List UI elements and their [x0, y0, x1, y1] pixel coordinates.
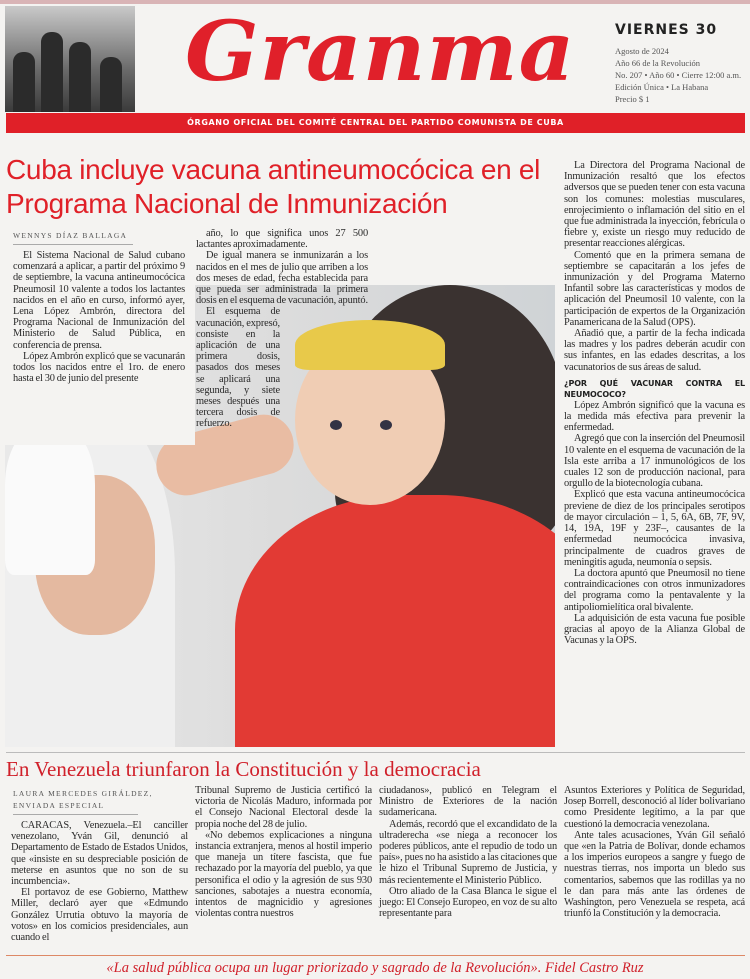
paragraph: Comentó que en la primera semana de septiembre se capacitarán a los jefes de inmunización y del Programa Materno Infantil sobre las características y modos de aplicación del Pneumosil 10 valente, con la participación de expertos de la Organización Panamericana de la Salud (OPS).: [564, 249, 745, 328]
paragraph: Tribunal Supremo de Justicia certificó la victoria de Nicolás Maduro, informada por el Consejo Nacional Electoral desde la propia noche del 28 de julio.: [195, 785, 372, 830]
paragraph: López Ambrón significó que la vacuna es la medida más efectiva para prevenir la enfermedad.: [564, 399, 745, 434]
lead-headline[interactable]: Cuba incluye vacuna antineumocócica en el Programa Nacional de Inmunización: [6, 154, 541, 219]
second-headline[interactable]: En Venezuela triunfaron la Constitución y la democracia: [6, 757, 481, 781]
masthead-historic-photo: [5, 6, 135, 112]
edition-date: Agosto de 2024: [615, 46, 669, 56]
edition-number: No. 207 • Año 60 • Cierre 12:00 a.m.: [615, 70, 742, 80]
second-column-2: [195, 785, 372, 919]
paragraph: Añadió que, a partir de la fecha indicada las madres y los padres deberán acudir con sus infantes, en las edades descritas, a los vacunatorios de sus áreas de salud.: [564, 328, 745, 373]
footer-rule: [6, 955, 745, 956]
paragraph: López Ambrón explicó que se vacunarán todos los nacidos entre el 1ro. de enero hasta el 30 de junio del presente: [13, 350, 185, 385]
lead-column-1: [13, 250, 185, 384]
paragraph: Otro aliado de la Casa Blanca le sigue el juego: El Consejo Europeo, en voz de su alto representante para: [379, 885, 557, 920]
paragraph: El portavoz de ese Gobierno, Matthew Miller, declaró ayer que «Edmundo González Urrutia obtuvo la mayoría de votos» en los comicios presidenciales, aun cuando el: [11, 887, 188, 944]
second-column-1: [11, 820, 188, 943]
second-byline-name: LAURA MERCEDES GIRÁLDEZ,: [13, 789, 153, 798]
subheading: ¿POR QUÉ VACUNAR CONTRA EL NEUMOCOCO?: [564, 378, 745, 399]
paragraph: CARACAS, Venezuela.–El canciller venezolano, Yván Gil, denunció al Departamento de Estado de Estados Unidos, que «insiste en su despreciable posición de meterse en asuntos que no son de su incumbencia».: [11, 820, 188, 888]
footer-quote: «La salud pública ocupa un lugar priorizado y sagrado de la Revolución». Fidel Castro Ruz: [106, 960, 644, 976]
paragraph: año, lo que significa unos 27 500 lactantes aproximadamente.: [196, 228, 368, 251]
edition-price: Precio $ 1: [615, 94, 650, 104]
paragraph: Agregó que con la inserción del Pneumosil 10 valente en el esquema de vacunación de la Isla este arriba a 17 inmunológicos de los cuales 12 son de producción nacional, para orgullo de la biotecnología cubana.: [564, 433, 745, 490]
paragraph: La adquisición de esta vacuna fue posible gracias al apoyo de la Alianza Global de Vacunas y la OPS.: [564, 612, 745, 647]
paragraph: «No debemos explicaciones a ninguna instancia extranjera, menos al hostil imperio que maneja un títere fascista, que fue rechazado por la mayoría del pueblo, ya que personifica el odio y la agresión de sus 930 sanciones, sabotajes a nuestra economía, intentos de magnicidio y agresiones violentas contra nuestros: [195, 829, 372, 920]
second-column-3: [379, 785, 557, 919]
edition-day: VIERNES 30: [615, 22, 718, 38]
organ-banner: ÓRGANO OFICIAL DEL COMITÉ CENTRAL DEL PARTIDO COMUNISTA DE CUBA: [6, 113, 745, 133]
lead-column-2: [196, 228, 368, 430]
paragraph: La Directora del Programa Nacional de Inmunización resaltó que los efectos adversos que se pueden tener con esta vacuna son los comunes: molestias musculares, enrojecimiento o inflamación del sitio en el que fue administrada la inyección, febrícula o fiebre y, existe un riesgo muy reducido de presentar reacciones alérgicas.: [564, 160, 745, 250]
lead-byline: WENNYS DÍAZ BALLAGA: [13, 231, 133, 245]
paragraph: ciudadanos», publicó en Telegram el Ministro de Exteriores de la nación sudamericana.: [379, 785, 557, 819]
second-byline-role: ENVIADA ESPECIAL: [13, 801, 138, 815]
second-column-4: [564, 785, 745, 919]
paragraph: El Sistema Nacional de Salud cubano comenzará a aplicar, a partir del próximo 9 de septiembre, la vacuna antineumocócica Pneumosil 10 valente a todos los lactantes nacidos en el año en curso, informó ayer, Lena López Ambrón, directora del Programa Nacional de Inmunización del Ministerio de Salud Pública, en conferencia de prensa.: [13, 250, 185, 351]
paragraph: Asuntos Exteriores y Política de Seguridad, Josep Borrell, desconoció al líder bolivariano como Presidente legítimo, a la par que cuestionó la democracia venezolana.: [564, 785, 745, 830]
paragraph: De igual manera se inmunizarán a los nacidos en el mes de julio que arriben a los dos meses de edad, fecha establecida para que pueda ser administrada la primera dosis en el esquema de vacunación, apuntó.: [196, 250, 368, 307]
paragraph: El esquema de vacunación, expresó, consiste en la aplicación de una primera dosis, pasados dos meses se aplicará una segunda, y siete meses después una tercera dosis de refuerzo.: [196, 306, 280, 430]
edition-year: Año 66 de la Revolución: [615, 58, 700, 68]
paragraph: La doctora apuntó que Pneumosil no tiene contraindicaciones con otros inmunizadores del programa como la pentavalente y la antipoliomielítica oral bivalente.: [564, 567, 745, 613]
divider: [6, 752, 745, 753]
newspaper-logo[interactable]: Granma: [185, 4, 576, 100]
edition-place: Edición Única • La Habana: [615, 82, 709, 92]
lead-column-3: [564, 160, 745, 646]
paragraph: Explicó que esta vacuna antineumocócica previene de diez de los principales serotipos de mayor circulación – 1, 5, 6A, 6B, 7F, 9V, 14, 19A, 19F y 23F–, causantes de la enfermedad neumocócica invasiva, principalmente de cuadros graves de meningitis aguda, neumonía o sepsis.: [564, 489, 745, 568]
paragraph: Ante tales acusaciones, Yván Gil señaló que «en la Patria de Bolívar, donde echamos a los imperios europeos a sangre y fuego de nuestras tierras, nos importa un bledo sus comentarios, sabemos que las rodillas ya no le dan para más ante las órdenes de Washington, pero Venezuela se respeta, acá triunfó la Constitución y la democracia.: [564, 829, 745, 920]
paragraph: Además, recordó que el excandidato de la ultraderecha «se niega a reconocer los poderes públicos, ante el repudio de todo un país», pues no ha asistido a las citaciones que le hizo el Tribunal Supremo de Justicia, y más recientemente el Ministerio Público.: [379, 818, 557, 886]
